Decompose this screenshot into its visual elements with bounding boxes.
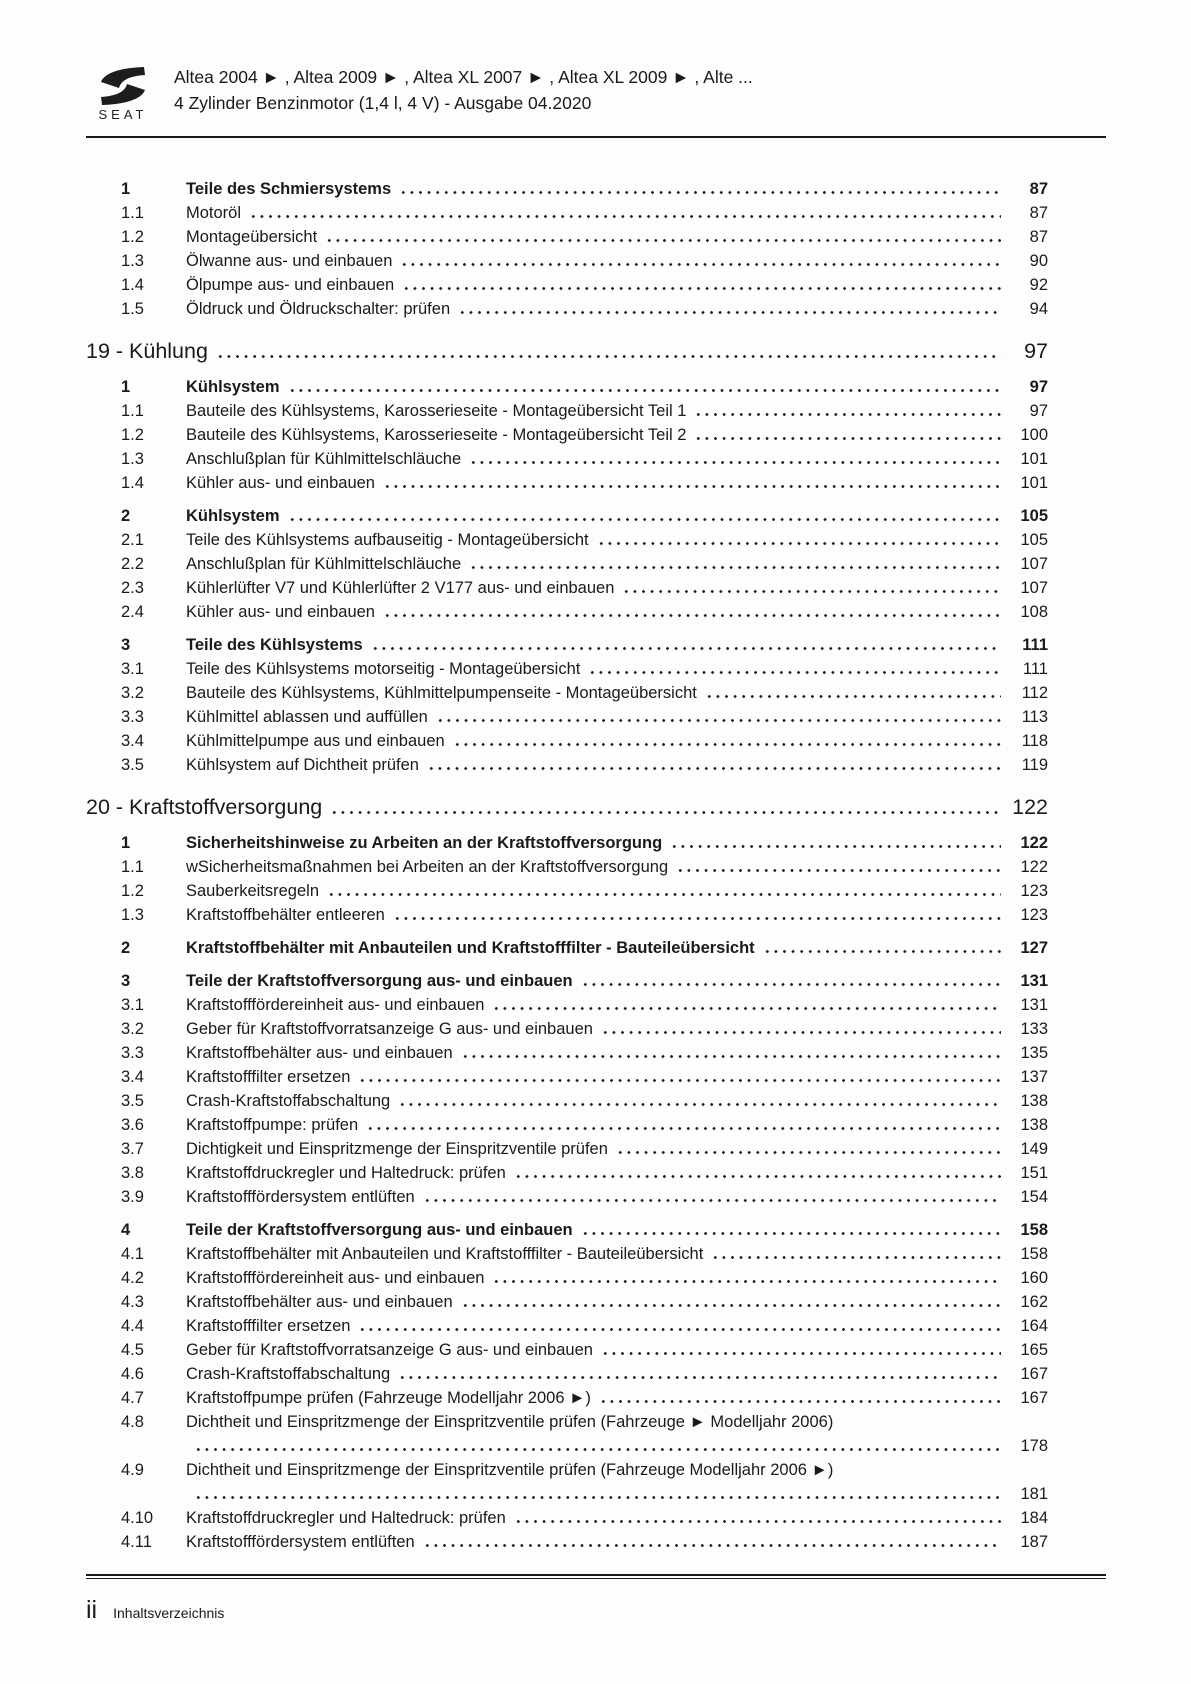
toc-row — [86, 375, 1048, 399]
toc-page-number: 111 — [1022, 660, 1048, 678]
toc-entry-title: Anschlußplan für Kühlmittelschläuche — [186, 555, 462, 573]
toc-page-number: 164 — [1020, 1317, 1048, 1335]
toc-page-number: 184 — [1020, 1509, 1048, 1527]
toc-entry-number: 2.1 — [121, 531, 144, 549]
toc-dot-leader — [492, 1280, 1001, 1283]
toc-chapter-row — [86, 792, 1048, 822]
toc-entry-number: 4.10 — [121, 1509, 154, 1527]
toc-dot-leader — [383, 485, 1001, 488]
toc-entry-title: Kraftstofffördersystem entlüften — [186, 1188, 415, 1206]
toc-row — [86, 831, 1048, 855]
toc-page-number: 101 — [1020, 474, 1048, 492]
toc-page-number: 122 — [1020, 834, 1048, 852]
toc-entry-title: Kraftstoffpumpe: prüfen — [186, 1116, 359, 1134]
toc-entry-number: 3.8 — [121, 1164, 144, 1182]
toc-page-number: 112 — [1021, 684, 1048, 702]
toc-page-number: 97 — [1029, 378, 1048, 396]
toc-entry-title: Teile des Kühlsystems aufbauseitig - Montageübersicht — [186, 531, 589, 549]
toc-entry-number: 3.3 — [121, 1044, 144, 1062]
toc-entry-title: Sicherheitshinweise zu Arbeiten an der Kraftstoffversorgung — [186, 834, 663, 852]
toc-entry-title: Kühler aus- und einbauen — [186, 603, 375, 621]
toc-page-number: 137 — [1020, 1068, 1048, 1086]
toc-row — [86, 471, 1048, 495]
toc-dot-leader — [436, 719, 1001, 722]
toc-dot-leader — [581, 983, 1001, 986]
toc-entry-number: 1.2 — [121, 228, 144, 246]
toc-entry-number: 1.2 — [121, 882, 144, 900]
toc-page-number: 187 — [1020, 1533, 1048, 1551]
toc-row — [86, 249, 1048, 273]
toc-row — [86, 1266, 1048, 1290]
toc-page-number: 162 — [1020, 1293, 1048, 1311]
toc-row — [86, 1290, 1048, 1314]
toc-row — [86, 1113, 1048, 1137]
toc-dot-leader — [358, 1328, 1001, 1331]
toc-page-number: 87 — [1029, 180, 1048, 198]
toc-chapter-row — [86, 336, 1048, 366]
toc-row — [86, 903, 1048, 927]
toc-entry-title: Montageübersicht — [186, 228, 318, 246]
toc-dot-leader — [694, 437, 1001, 440]
toc-entry-title: Dichtheit und Einspritzmenge der Einspritzventile prüfen (Fahrzeuge ► Modelljahr 2006) — [186, 1413, 834, 1431]
toc-dot-leader — [469, 461, 1001, 464]
toc-dot-leader — [423, 1544, 1001, 1547]
toc-row — [86, 1137, 1048, 1161]
toc-entry-number: 3.6 — [121, 1116, 144, 1134]
toc-page-number: 107 — [1020, 555, 1048, 573]
toc-entry-title: Kraftstofffördersystem entlüften — [186, 1533, 415, 1551]
toc-page-number: 138 — [1020, 1116, 1048, 1134]
toc-dot-leader — [469, 566, 1001, 569]
toc-dot-leader — [514, 1175, 1001, 1178]
toc-row — [86, 552, 1048, 576]
toc-page-number: 151 — [1020, 1164, 1048, 1182]
toc-entry-number: 3 — [121, 972, 131, 990]
toc-entry-number: 2.3 — [121, 579, 144, 597]
toc-row — [86, 1314, 1048, 1338]
toc-entry-number: 4 — [121, 1221, 131, 1239]
toc-row — [86, 1185, 1048, 1209]
toc-entry-number: 4.9 — [121, 1461, 144, 1479]
toc-dot-leader — [393, 917, 1001, 920]
toc-row — [86, 1161, 1048, 1185]
toc-row — [86, 1530, 1048, 1554]
toc-page-number: 154 — [1020, 1188, 1048, 1206]
toc-row — [86, 1218, 1048, 1242]
toc-page-number: 105 — [1020, 507, 1048, 525]
toc-entry-title: Sauberkeitsregeln — [186, 882, 319, 900]
footer-text: Inhaltsverzeichnis — [113, 1605, 225, 1621]
toc-dot-leader — [249, 215, 1001, 218]
toc-entry-number: 1.5 — [121, 300, 144, 318]
toc-dot-leader — [453, 743, 1001, 746]
toc-dot-leader — [458, 311, 1001, 314]
toc-entry-title: Crash-Kraftstoffabschaltung — [186, 1092, 391, 1110]
toc-dot-leader — [588, 671, 1001, 674]
header-title — [174, 64, 753, 116]
toc-row — [86, 1017, 1048, 1041]
toc-page-number: 101 — [1020, 450, 1048, 468]
toc-entry-number: 4.7 — [121, 1389, 144, 1407]
toc-dot-leader — [461, 1304, 1001, 1307]
toc-page-number: 131 — [1020, 996, 1048, 1014]
toc-entry-number: 3 — [121, 636, 131, 654]
toc-page-number: 181 — [1020, 1485, 1048, 1503]
toc-entry-number: 3.7 — [121, 1140, 144, 1158]
seat-logo-icon — [86, 66, 160, 106]
toc-dot-leader — [492, 1007, 1001, 1010]
toc-entry-title: Geber für Kraftstoffvorratsanzeige G aus- und einbauen — [186, 1341, 593, 1359]
toc-page-number: 178 — [1020, 1437, 1048, 1455]
toc-dot-leader — [366, 1127, 1001, 1130]
toc-entry-title: Bauteile des Kühlsystems, Karosserieseite - Montageübersicht Teil 1 — [186, 402, 687, 420]
toc-entry-title: Dichtigkeit und Einspritzmenge der Einspritzventile prüfen — [186, 1140, 608, 1158]
toc-entry-number: 2.4 — [121, 603, 144, 621]
toc-dot-leader — [398, 1376, 1001, 1379]
toc-entry-number: 3.2 — [121, 684, 144, 702]
toc-row — [86, 705, 1048, 729]
toc-dot-leader — [711, 1256, 1001, 1259]
toc-entry-title: Teile des Schmiersystems — [186, 180, 392, 198]
toc-row — [86, 936, 1048, 960]
toc-dot-leader — [400, 263, 1001, 266]
toc-entry-title: Kühler aus- und einbauen — [186, 474, 375, 492]
toc-entry-number: 4.11 — [121, 1533, 152, 1551]
toc-entry-title: Kühlmittel ablassen und auffüllen — [186, 708, 428, 726]
toc-page-number: 165 — [1020, 1341, 1048, 1359]
toc-dot-leader — [670, 845, 1001, 848]
toc-entry-title: Kraftstoffdruckregler und Haltedruck: prüfen — [186, 1509, 506, 1527]
toc-entry-title: Kühlmittelpumpe aus und einbauen — [186, 732, 445, 750]
toc-dot-leader — [694, 413, 1001, 416]
toc-page-number: 90 — [1029, 252, 1048, 270]
footer-divider — [86, 1574, 1106, 1579]
toc-entry-number: 3.4 — [121, 732, 144, 750]
toc-entry-title: wSicherheitsmaßnahmen bei Arbeiten an der Kraftstoffversorgung — [186, 858, 669, 876]
toc-dot-leader — [423, 1199, 1001, 1202]
toc-entry-number: 3.1 — [121, 660, 144, 678]
toc-page-number: 119 — [1021, 756, 1048, 774]
toc-page-number: 108 — [1020, 603, 1048, 621]
toc-entry-number: 1.4 — [121, 276, 144, 294]
toc-page-number: 113 — [1021, 708, 1048, 726]
toc-page-number: 123 — [1020, 882, 1048, 900]
toc-row — [86, 399, 1048, 423]
toc-dot-leader — [597, 542, 1001, 545]
toc-row — [86, 576, 1048, 600]
toc-entry-number: 1.3 — [121, 906, 144, 924]
toc-entry-title: Teile des Kühlsystems motorseitig - Montageübersicht — [186, 660, 581, 678]
toc-entry-title: Bauteile des Kühlsystems, Karosserieseite - Montageübersicht Teil 2 — [186, 426, 687, 444]
toc-entry-number: 3.4 — [121, 1068, 144, 1086]
toc-row — [86, 753, 1048, 777]
toc-dot-leader — [325, 239, 1001, 242]
toc-entry-title: 20 - Kraftstoffversorgung — [86, 795, 323, 819]
toc-entry-number: 3.5 — [121, 1092, 144, 1110]
toc-entry-title: Teile des Kühlsystems — [186, 636, 363, 654]
toc-entry-title: Motoröl — [186, 204, 242, 222]
toc-dot-leader — [601, 1352, 1001, 1355]
toc-entry-number: 4.3 — [121, 1293, 144, 1311]
toc-entry-title: Bauteile des Kühlsystems, Kühlmittelpumpenseite - Montageübersicht — [186, 684, 697, 702]
toc-row — [86, 225, 1048, 249]
toc-dot-leader — [371, 647, 1001, 650]
toc-dot-leader — [330, 811, 1001, 814]
toc-page-number: 87 — [1029, 204, 1048, 222]
toc-entry-title: Ölpumpe aus- und einbauen — [186, 276, 395, 294]
toc-page-number: 100 — [1020, 426, 1048, 444]
toc-entry-number: 1 — [121, 834, 131, 852]
page-footer — [86, 1596, 224, 1624]
toc-page-number: 149 — [1020, 1140, 1048, 1158]
toc-dot-leader — [705, 695, 1001, 698]
toc-dot-leader — [581, 1232, 1001, 1235]
toc-page-number: 118 — [1021, 732, 1048, 750]
toc-page-number: 92 — [1029, 276, 1048, 294]
toc-page-number: 138 — [1020, 1092, 1048, 1110]
toc-entry-number: 1.3 — [121, 252, 144, 270]
toc-row-continuation — [86, 1434, 1048, 1458]
toc-row — [86, 600, 1048, 624]
toc-entry-title: Kraftstoffbehälter aus- und einbauen — [186, 1044, 453, 1062]
toc-entry-title: Kraftstoffbehälter entleeren — [186, 906, 385, 924]
toc-entry-number: 2.2 — [121, 555, 144, 573]
toc-page-number: 158 — [1020, 1221, 1048, 1239]
toc-dot-leader — [461, 1055, 1001, 1058]
toc-entry-number: 3.3 — [121, 708, 144, 726]
toc-dot-leader — [194, 1496, 1001, 1499]
toc-row — [86, 1458, 1048, 1482]
toc-dot-leader — [194, 1448, 1001, 1451]
toc-dot-leader — [763, 950, 1001, 953]
toc-page-number: 160 — [1020, 1269, 1048, 1287]
toc-row — [86, 633, 1048, 657]
toc-entry-title: Kraftstoffdruckregler und Haltedruck: prüfen — [186, 1164, 506, 1182]
toc-entry-title: Kraftstoffbehälter aus- und einbauen — [186, 1293, 453, 1311]
toc-entry-title: Kraftstofffördereinheit aus- und einbauen — [186, 1269, 485, 1287]
toc-row — [86, 879, 1048, 903]
toc-entry-title: Teile der Kraftstoffversorgung aus- und einbauen — [186, 1221, 573, 1239]
toc-page-number: 158 — [1020, 1245, 1048, 1263]
toc-entry-number: 2 — [121, 939, 131, 957]
toc-entry-title: Öldruck und Öldruckschalter: prüfen — [186, 300, 451, 318]
table-of-contents — [86, 168, 1048, 1554]
toc-page-number: 167 — [1020, 1389, 1048, 1407]
toc-entry-title: 19 - Kühlung — [86, 339, 208, 363]
toc-entry-number: 1 — [121, 180, 131, 198]
footer-page-label: ii — [86, 1596, 98, 1624]
toc-page-number: 127 — [1020, 939, 1048, 957]
toc-entry-title: Anschlußplan für Kühlmittelschläuche — [186, 450, 462, 468]
toc-entry-number: 4.1 — [121, 1245, 144, 1263]
header-divider — [86, 136, 1106, 138]
toc-row — [86, 423, 1048, 447]
header-title-line1: Altea 2004 ► , Altea 2009 ► , Altea XL 2007 ► , Altea XL 2009 ► , Alte ... — [174, 67, 753, 87]
toc-entry-title: Kühlerlüfter V7 und Kühlerlüfter 2 V177 aus- und einbauen — [186, 579, 615, 597]
toc-row — [86, 1410, 1048, 1434]
toc-row — [86, 969, 1048, 993]
toc-page-number: 107 — [1020, 579, 1048, 597]
toc-dot-leader — [327, 893, 1001, 896]
toc-entry-number: 3.2 — [121, 1020, 144, 1038]
toc-entry-number: 3.1 — [121, 996, 144, 1014]
toc-entry-title: Geber für Kraftstoffvorratsanzeige G aus- und einbauen — [186, 1020, 593, 1038]
toc-row — [86, 1338, 1048, 1362]
toc-row — [86, 1041, 1048, 1065]
seat-wordmark: SEAT — [98, 107, 148, 122]
toc-page-number: 122 — [1012, 795, 1048, 819]
toc-entry-number: 1.4 — [121, 474, 144, 492]
toc-entry-number: 1.1 — [121, 402, 144, 420]
toc-row — [86, 1386, 1048, 1410]
toc-dot-leader — [427, 767, 1001, 770]
toc-entry-title: Crash-Kraftstoffabschaltung — [186, 1365, 391, 1383]
toc-entry-title: Kraftstoffbehälter mit Anbauteilen und Kraftstofffilter - Bauteileübersicht — [186, 1245, 704, 1263]
toc-row — [86, 657, 1048, 681]
toc-dot-leader — [358, 1079, 1001, 1082]
toc-entry-number: 1.2 — [121, 426, 144, 444]
toc-dot-leader — [514, 1520, 1001, 1523]
toc-entry-number: 1 — [121, 378, 131, 396]
toc-row — [86, 447, 1048, 471]
toc-entry-number: 4.4 — [121, 1317, 144, 1335]
toc-entry-number: 1.1 — [121, 858, 144, 876]
toc-page-number: 94 — [1029, 300, 1048, 318]
toc-entry-number: 1.3 — [121, 450, 144, 468]
toc-page-number: 123 — [1020, 906, 1048, 924]
toc-dot-leader — [402, 287, 1001, 290]
toc-entry-title: Dichtheit und Einspritzmenge der Einspritzventile prüfen (Fahrzeuge Modelljahr 2006 ►) — [186, 1461, 834, 1479]
toc-row — [86, 993, 1048, 1017]
toc-row — [86, 504, 1048, 528]
toc-dot-leader — [383, 614, 1001, 617]
toc-page-number: 111 — [1022, 636, 1048, 654]
toc-dot-leader — [288, 518, 1001, 521]
toc-entry-number: 3.5 — [121, 756, 144, 774]
toc-page-number: 87 — [1029, 228, 1048, 246]
toc-row — [86, 1242, 1048, 1266]
toc-row — [86, 1065, 1048, 1089]
toc-entry-number: 1.1 — [121, 204, 144, 222]
toc-entry-number: 4.6 — [121, 1365, 144, 1383]
toc-entry-number: 3.9 — [121, 1188, 144, 1206]
seat-logo — [86, 66, 160, 122]
toc-dot-leader — [216, 355, 1001, 358]
header-title-line2: 4 Zylinder Benzinmotor (1,4 l, 4 V) - Ausgabe 04.2020 — [174, 93, 592, 113]
toc-dot-leader — [599, 1400, 1001, 1403]
toc-entry-number: 2 — [121, 507, 131, 525]
toc-dot-leader — [398, 1103, 1001, 1106]
toc-entry-number: 4.2 — [121, 1269, 144, 1287]
toc-row — [86, 681, 1048, 705]
toc-entry-title: Kraftstoffpumpe prüfen (Fahrzeuge Modelljahr 2006 ►) — [186, 1389, 591, 1407]
toc-page-number: 133 — [1020, 1020, 1048, 1038]
toc-row — [86, 1362, 1048, 1386]
toc-page-number: 97 — [1029, 402, 1048, 420]
toc-row — [86, 177, 1048, 201]
toc-dot-leader — [399, 191, 1001, 194]
toc-row — [86, 297, 1048, 321]
toc-page-number: 131 — [1020, 972, 1048, 990]
toc-entry-title: Kraftstofffilter ersetzen — [186, 1317, 351, 1335]
toc-dot-leader — [601, 1031, 1001, 1034]
toc-row — [86, 855, 1048, 879]
toc-page-number: 167 — [1020, 1365, 1048, 1383]
toc-entry-title: Ölwanne aus- und einbauen — [186, 252, 393, 270]
toc-row — [86, 528, 1048, 552]
toc-row — [86, 1089, 1048, 1113]
toc-row-continuation — [86, 1482, 1048, 1506]
toc-dot-leader — [616, 1151, 1001, 1154]
toc-entry-title: Kühlsystem auf Dichtheit prüfen — [186, 756, 419, 774]
toc-page-number: 105 — [1020, 531, 1048, 549]
toc-row — [86, 1506, 1048, 1530]
toc-entry-number: 4.5 — [121, 1341, 144, 1359]
toc-entry-title: Kühlsystem — [186, 507, 280, 525]
toc-page-number: 135 — [1020, 1044, 1048, 1062]
toc-entry-title: Teile der Kraftstoffversorgung aus- und einbauen — [186, 972, 573, 990]
page-header — [86, 64, 1105, 122]
toc-entry-title: Kraftstoffbehälter mit Anbauteilen und Kraftstofffilter - Bauteileübersicht — [186, 939, 755, 957]
toc-page-number: 122 — [1020, 858, 1048, 876]
toc-entry-title: Kraftstofffördereinheit aus- und einbauen — [186, 996, 485, 1014]
toc-dot-leader — [288, 389, 1001, 392]
toc-entry-title: Kraftstofffilter ersetzen — [186, 1068, 351, 1086]
toc-entry-number: 4.8 — [121, 1413, 144, 1431]
toc-dot-leader — [622, 590, 1001, 593]
toc-entry-title: Kühlsystem — [186, 378, 280, 396]
toc-row — [86, 729, 1048, 753]
toc-page-number: 97 — [1024, 339, 1048, 363]
toc-dot-leader — [676, 869, 1001, 872]
toc-row — [86, 273, 1048, 297]
toc-row — [86, 201, 1048, 225]
